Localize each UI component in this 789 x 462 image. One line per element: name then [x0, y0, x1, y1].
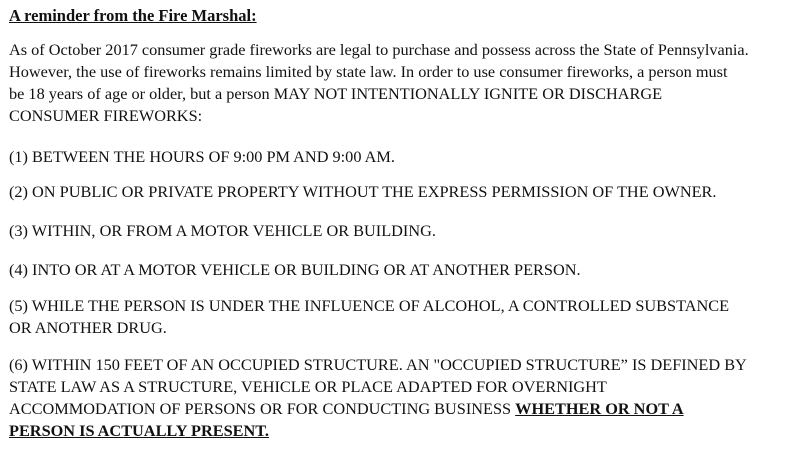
- rule-5-line: OR ANOTHER DRUG.: [9, 318, 167, 337]
- intro-line: As of October 2017 consumer grade fireworks are legal to purchase and possess across the State of Pennsylvania.: [9, 40, 749, 59]
- intro-line: CONSUMER FIREWORKS:: [9, 106, 203, 125]
- notice-heading: A reminder from the Fire Marshal:: [9, 6, 257, 25]
- rule-6-emphasis: PERSON IS ACTUALLY PRESENT.: [9, 421, 269, 440]
- rule-5-line: (5) WHILE THE PERSON IS UNDER THE INFLUENCE OF ALCOHOL, A CONTROLLED SUBSTANCE: [9, 296, 730, 315]
- rule-6-line: [9, 398, 747, 420]
- rule-6-line-text: ACCOMMODATION OF PERSONS OR FOR CONDUCTING BUSINESS: [9, 399, 516, 418]
- rule-6: [9, 354, 747, 442]
- rule-6-emphasis: WHETHER OR NOT A: [515, 399, 684, 418]
- rule-3: (3) WITHIN, OR FROM A MOTOR VEHICLE OR BUILDING.: [9, 221, 436, 240]
- rule-6-line: STATE LAW AS A STRUCTURE, VEHICLE OR PLACE ADAPTED FOR OVERNIGHT: [9, 377, 607, 396]
- rule-4: (4) INTO OR AT A MOTOR VEHICLE OR BUILDING OR AT ANOTHER PERSON.: [9, 260, 581, 279]
- rule-2: (2) ON PUBLIC OR PRIVATE PROPERTY WITHOUT THE EXPRESS PERMISSION OF THE OWNER.: [9, 182, 717, 201]
- intro-paragraph: [9, 39, 749, 127]
- rule-6-line: (6) WITHIN 150 FEET OF AN OCCUPIED STRUCTURE. AN "OCCUPIED STRUCTURE” IS DEFINED BY: [9, 355, 747, 374]
- rule-5: [9, 295, 729, 339]
- intro-line: However, the use of fireworks remains limited by state law. In order to use consumer fireworks, a person must: [9, 62, 728, 81]
- intro-line: be 18 years of age or older, but a person MAY NOT INTENTIONALLY IGNITE OR DISCHARGE: [9, 84, 663, 103]
- rule-1: (1) BETWEEN THE HOURS OF 9:00 PM AND 9:00 AM.: [9, 147, 395, 166]
